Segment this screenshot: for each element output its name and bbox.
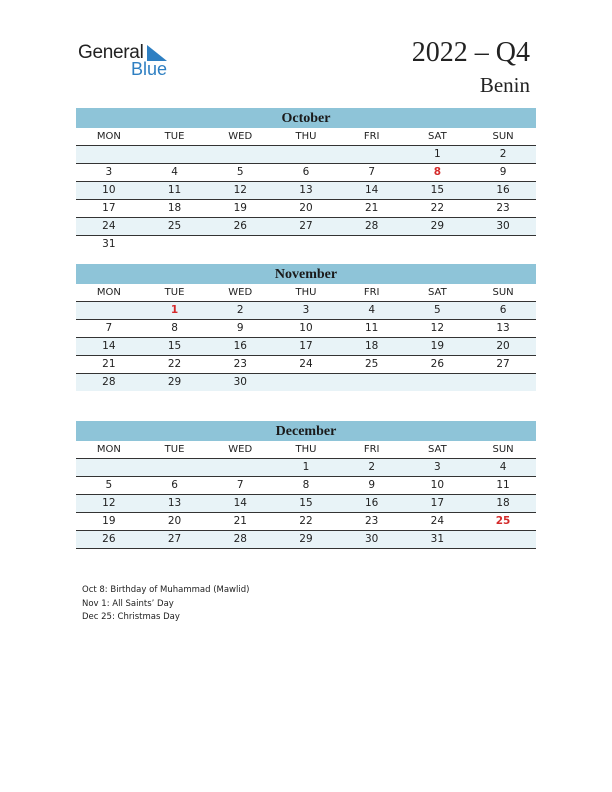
day-cell: 14	[102, 340, 116, 352]
day-cell: 7	[236, 479, 244, 491]
weekday-label: THU	[295, 444, 317, 455]
day-cell: 18	[496, 497, 510, 509]
weekday-label: SAT	[428, 287, 447, 298]
weekday-label: SAT	[428, 131, 447, 142]
weekday-label: MON	[96, 444, 121, 455]
day-cell	[76, 302, 142, 319]
day-cell: 5	[105, 479, 113, 491]
weekday-label: SUN	[492, 287, 514, 298]
day-cell: 12	[233, 184, 247, 196]
holiday-note: Nov 1: All Saints’ Day	[82, 598, 174, 609]
day-cell	[273, 374, 339, 391]
day-cell: 29	[299, 533, 313, 545]
day-cell: 15	[299, 497, 313, 509]
day-cell: 19	[102, 515, 116, 527]
holiday-note: Dec 25: Christmas Day	[82, 612, 180, 622]
day-cell: 4	[171, 166, 178, 178]
week-row	[76, 531, 536, 549]
weekday-label: TUE	[164, 131, 185, 142]
week-row	[76, 302, 536, 320]
day-cell: 24	[430, 515, 445, 527]
day-cell	[207, 459, 273, 476]
day-cell	[339, 236, 405, 253]
country-name: Benin	[479, 73, 530, 97]
day-cell: 20	[496, 340, 510, 352]
day-cell: 25	[364, 358, 379, 370]
day-cell: 25	[167, 220, 182, 232]
day-cell	[470, 236, 536, 253]
week-row	[76, 200, 536, 218]
day-cell: 5	[236, 166, 244, 178]
day-cell: 1	[302, 461, 310, 473]
week-row	[76, 182, 536, 200]
brand-logo	[78, 42, 188, 82]
day-cell: 7	[105, 322, 113, 334]
weekday-label: MON	[96, 131, 121, 142]
day-cell: 16	[233, 340, 247, 352]
day-cell: 13	[496, 322, 510, 334]
day-cell: 29	[430, 220, 445, 232]
day-cell: 6	[302, 166, 310, 178]
week-row	[76, 513, 536, 531]
week-row	[76, 477, 536, 495]
day-cell: 21	[102, 358, 116, 370]
day-cell: 20	[167, 515, 182, 527]
day-cell: 3	[434, 461, 441, 473]
weekday-header-row	[76, 128, 536, 146]
day-cell: 10	[102, 184, 116, 196]
day-cell: 23	[364, 515, 379, 527]
holiday-note: Oct 8: Birthday of Muhammad (Mawlid)	[82, 585, 250, 595]
day-cell: 30	[364, 533, 379, 545]
day-cell: 19	[430, 340, 445, 352]
day-cell: 29	[167, 376, 182, 388]
day-cell	[207, 236, 273, 253]
weekday-label: WED	[228, 287, 253, 298]
day-cell: 8	[171, 322, 178, 334]
day-cell: 12	[102, 497, 116, 509]
weekday-label: THU	[295, 131, 317, 142]
day-cell: 31	[430, 533, 445, 545]
day-cell: 13	[299, 184, 313, 196]
day-cell: 26	[233, 220, 247, 232]
week-row	[76, 374, 536, 391]
weekday-label: TUE	[164, 444, 185, 455]
day-cell: 2	[368, 461, 375, 473]
day-cell: 24	[299, 358, 313, 370]
week-row	[76, 459, 536, 477]
day-cell: 11	[364, 322, 379, 334]
week-row	[76, 320, 536, 338]
week-row	[76, 495, 536, 513]
day-cell: 2	[499, 148, 507, 160]
day-cell: 17	[102, 202, 116, 214]
weekday-label: FRI	[363, 444, 380, 455]
day-cell: 8	[302, 479, 310, 491]
day-cell: 21	[364, 202, 379, 214]
day-cell: 2	[236, 304, 244, 316]
day-cell: 17	[299, 340, 313, 352]
brand-blue-text: Blue	[131, 59, 168, 79]
day-cell: 22	[299, 515, 313, 527]
day-cell	[273, 146, 339, 163]
weekday-label: SAT	[428, 444, 447, 455]
day-cell: 5	[434, 304, 441, 316]
day-cell: 27	[496, 358, 510, 370]
weekday-header-row	[76, 284, 536, 302]
day-cell: 13	[167, 497, 182, 509]
day-cell: 17	[430, 497, 445, 509]
day-cell	[273, 236, 339, 253]
day-cell: 31	[102, 238, 116, 250]
holiday-day-cell: 25	[495, 515, 511, 527]
day-cell: 9	[499, 166, 507, 178]
day-cell	[142, 236, 208, 253]
day-cell: 23	[233, 358, 247, 370]
brand-general-text: General	[78, 42, 144, 63]
day-cell: 10	[299, 322, 313, 334]
day-cell: 20	[299, 202, 313, 214]
day-cell: 14	[364, 184, 379, 196]
day-cell	[405, 374, 471, 391]
day-cell	[142, 459, 208, 476]
weekday-label: MON	[96, 287, 121, 298]
holiday-notes	[82, 584, 249, 625]
day-cell: 14	[233, 497, 247, 509]
week-row	[76, 164, 536, 182]
day-cell	[76, 459, 142, 476]
day-cell: 9	[368, 479, 375, 491]
day-cell: 21	[233, 515, 247, 527]
day-cell	[470, 374, 536, 391]
weekday-label: FRI	[363, 287, 380, 298]
day-cell: 22	[430, 202, 445, 214]
day-cell: 9	[236, 322, 244, 334]
day-cell: 16	[364, 497, 379, 509]
day-cell: 26	[102, 533, 116, 545]
day-cell: 18	[167, 202, 182, 214]
day-cell: 28	[102, 376, 116, 388]
day-cell: 19	[233, 202, 247, 214]
month-title: October	[76, 108, 536, 128]
month-title: November	[76, 264, 536, 284]
weekday-label: SUN	[492, 131, 514, 142]
week-row	[76, 356, 536, 374]
day-cell: 15	[430, 184, 445, 196]
day-cell: 30	[233, 376, 247, 388]
page-title: 2022 – Q4	[411, 37, 530, 68]
holiday-day-cell: 8	[433, 166, 442, 178]
day-cell: 24	[102, 220, 116, 232]
day-cell: 12	[430, 322, 445, 334]
day-cell: 23	[496, 202, 510, 214]
day-cell: 16	[496, 184, 510, 196]
day-cell: 30	[496, 220, 510, 232]
week-row	[76, 338, 536, 356]
day-cell: 1	[434, 148, 441, 160]
day-cell: 28	[233, 533, 247, 545]
day-cell	[405, 236, 471, 253]
weekday-header-row	[76, 441, 536, 459]
weekday-label: TUE	[164, 287, 185, 298]
week-row	[76, 146, 536, 164]
day-cell: 15	[167, 340, 182, 352]
day-cell: 3	[302, 304, 310, 316]
day-cell: 11	[496, 479, 510, 491]
day-cell: 22	[167, 358, 182, 370]
day-cell: 6	[171, 479, 178, 491]
weekday-label: WED	[228, 444, 253, 455]
day-cell: 4	[368, 304, 375, 316]
day-cell: 6	[499, 304, 507, 316]
day-cell	[339, 146, 405, 163]
day-cell: 27	[167, 533, 182, 545]
day-cell	[470, 531, 536, 548]
week-row	[76, 218, 536, 236]
day-cell	[339, 374, 405, 391]
week-row	[76, 236, 536, 253]
month-calendar	[76, 264, 536, 391]
month-title: December	[76, 421, 536, 441]
day-cell: 28	[364, 220, 379, 232]
day-cell: 4	[499, 461, 507, 473]
day-cell: 26	[430, 358, 445, 370]
day-cell: 11	[167, 184, 182, 196]
weekday-label: FRI	[363, 131, 380, 142]
day-cell: 7	[368, 166, 375, 178]
day-cell: 27	[299, 220, 313, 232]
weekday-label: SUN	[492, 444, 514, 455]
weekday-label: WED	[228, 131, 253, 142]
day-cell	[142, 146, 208, 163]
day-cell	[207, 146, 273, 163]
weekday-label: THU	[295, 287, 317, 298]
day-cell: 10	[430, 479, 445, 491]
holiday-day-cell: 1	[170, 304, 179, 316]
month-calendar	[76, 421, 536, 549]
day-cell: 18	[364, 340, 379, 352]
month-calendar	[76, 108, 536, 253]
day-cell: 3	[105, 166, 113, 178]
day-cell	[76, 146, 142, 163]
